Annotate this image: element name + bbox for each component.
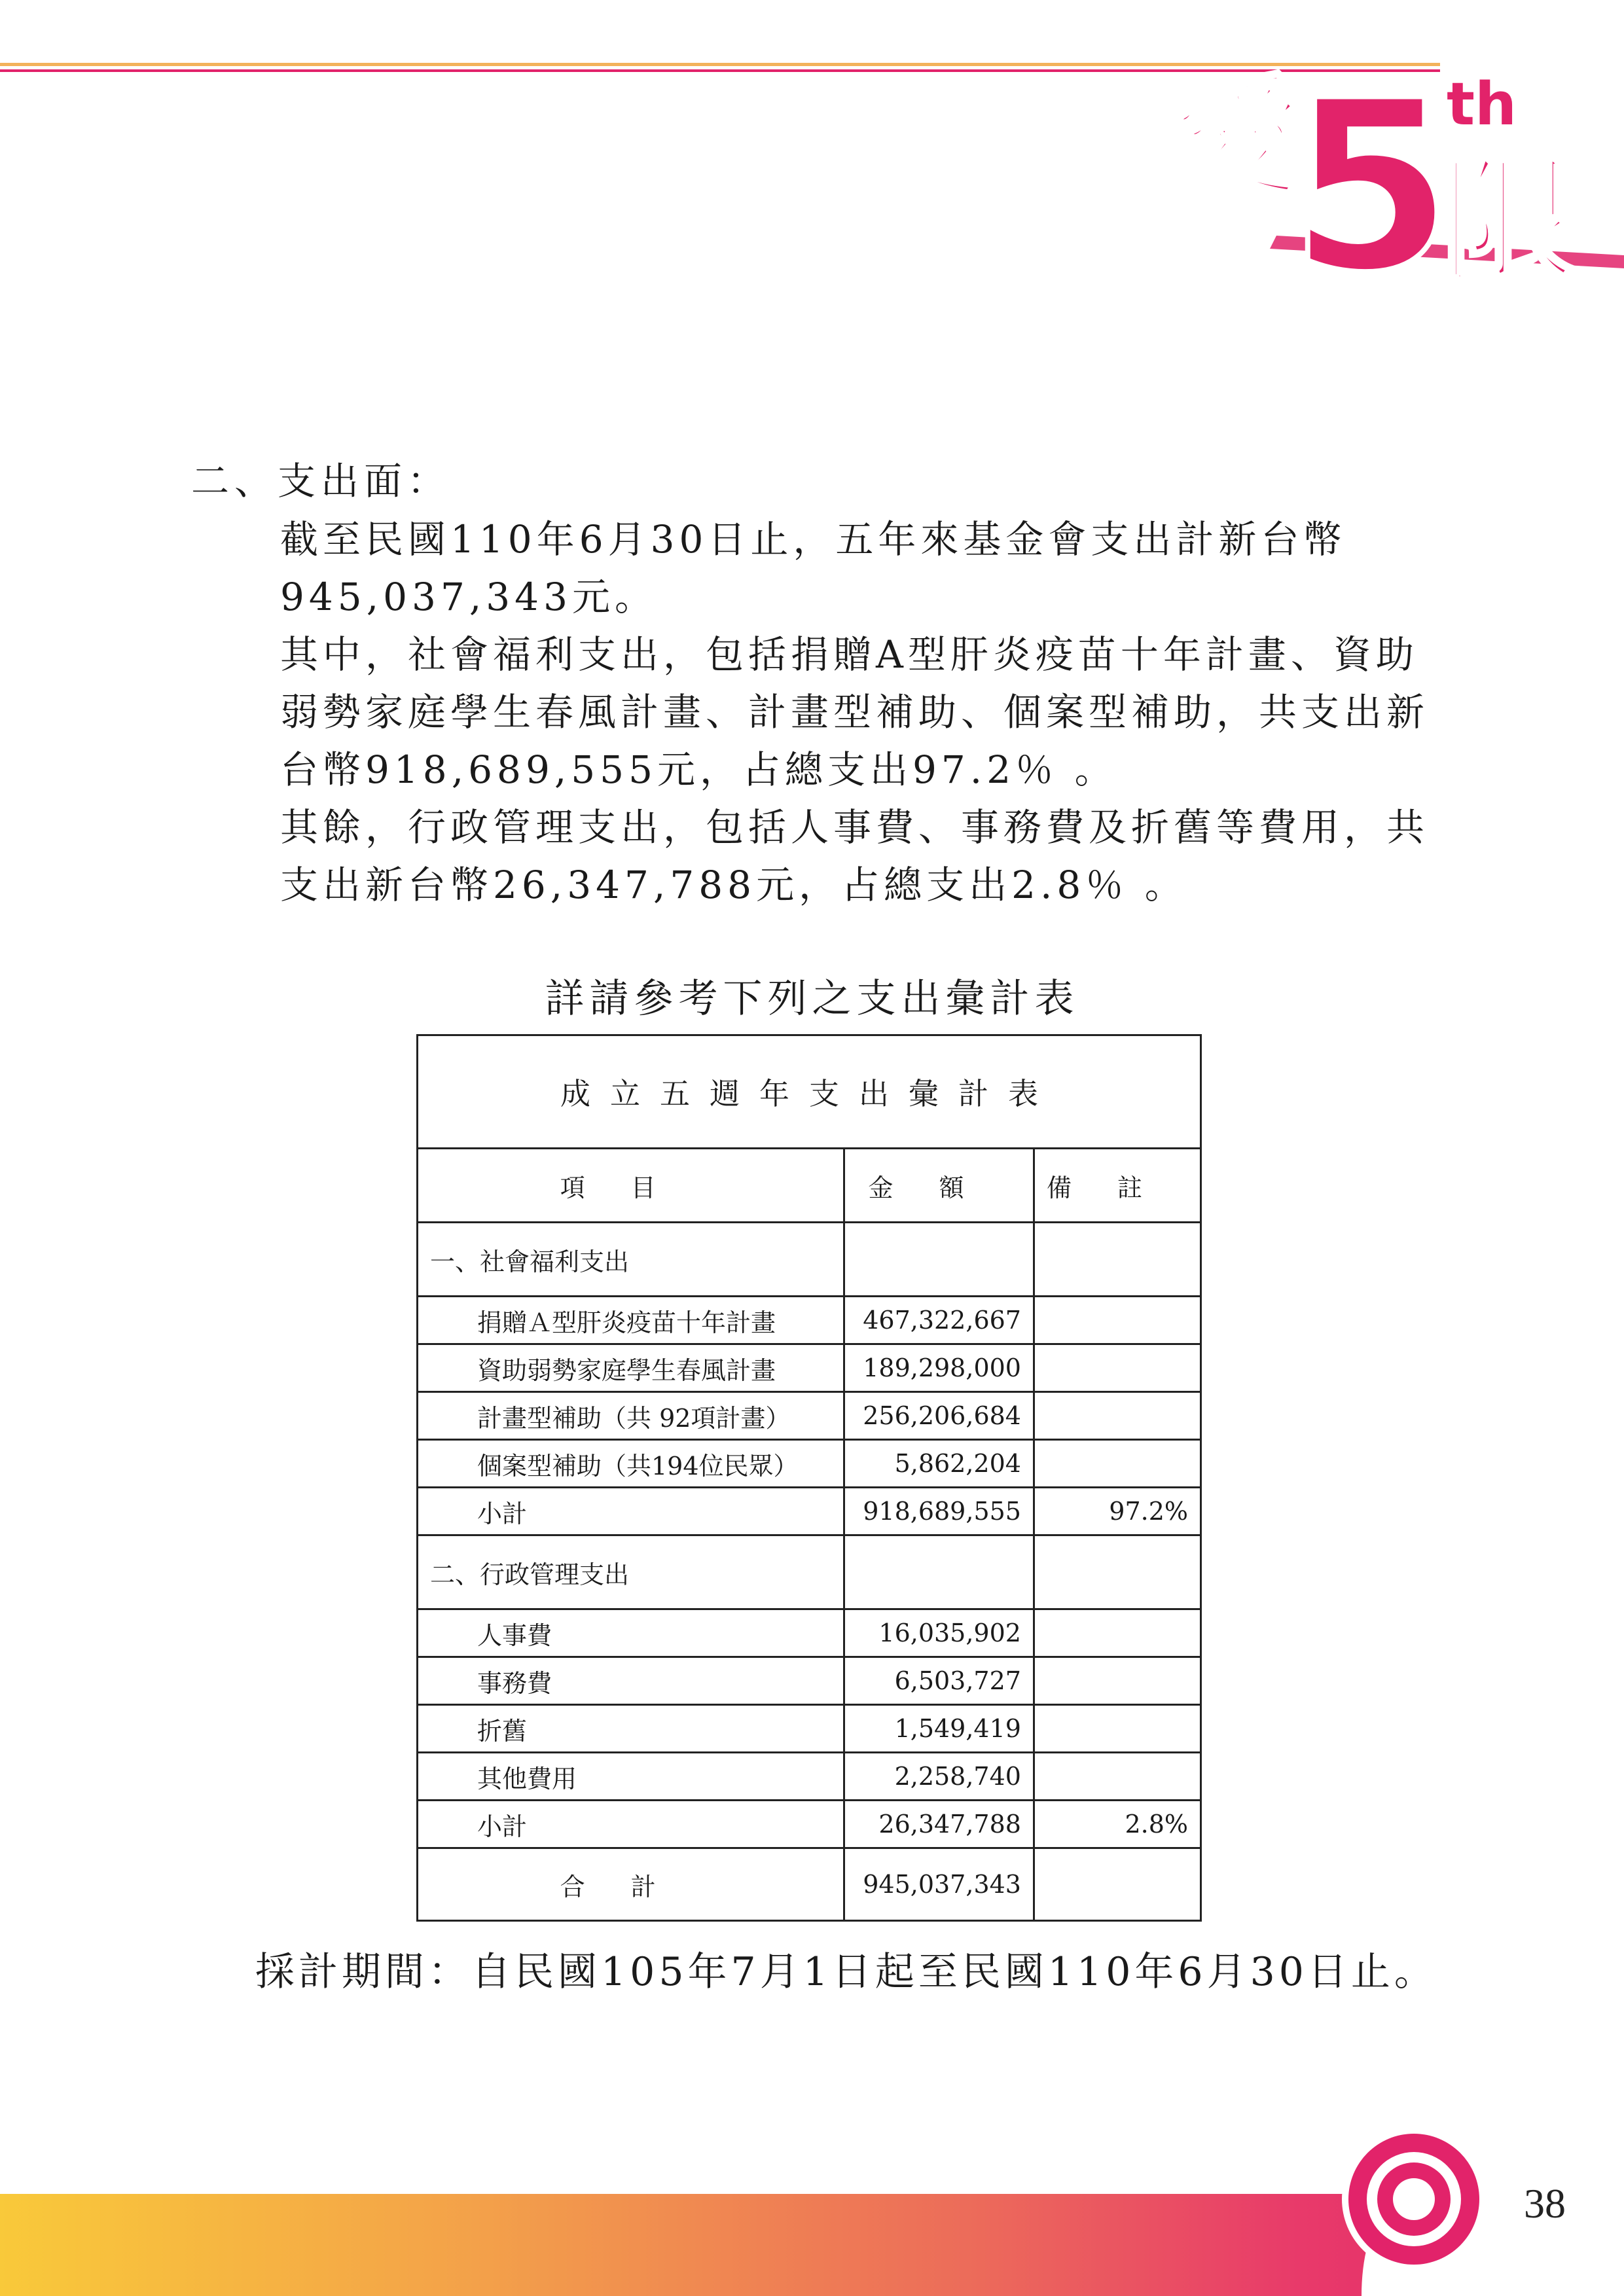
table-total-row (418, 1848, 1201, 1921)
total-label: 合計 (418, 1848, 844, 1921)
table-row (418, 1753, 1201, 1801)
table-row (418, 1609, 1201, 1657)
table-row (418, 1440, 1201, 1488)
row-item: 人事費 (418, 1609, 844, 1657)
row-note (1034, 1657, 1200, 1705)
row-amount: 918,689,555 (844, 1488, 1034, 1535)
row-note (1034, 1392, 1200, 1440)
section-label: 二、行政管理支出 (418, 1535, 844, 1609)
row-item: 個案型補助（共194位民眾） (418, 1440, 844, 1488)
header-amount: 金額 (844, 1149, 1034, 1223)
paragraph-admin: 其餘，行政管理支出，包括人事費、事務費及折舊等費用，共支出新台幣26,347,788元，占總支出2.8％ 。 (280, 805, 1430, 907)
row-amount: 6,503,727 (844, 1657, 1034, 1705)
page-number: 38 (1524, 2180, 1566, 2227)
row-note (1034, 1753, 1200, 1801)
row-item: 事務費 (418, 1657, 844, 1705)
row-amount: 16,035,902 (844, 1609, 1034, 1657)
row-amount: 467,322,667 (844, 1297, 1034, 1344)
logo-number: 5 (1290, 50, 1454, 295)
header-item: 項目 (418, 1149, 844, 1223)
row-amount: 189,298,000 (844, 1344, 1034, 1392)
row-item: 其他費用 (418, 1753, 844, 1801)
expense-table (416, 1034, 1202, 1922)
table-row (418, 1344, 1201, 1392)
row-item: 折舊 (418, 1705, 844, 1753)
total-amount: 945,037,343 (844, 1848, 1034, 1921)
table-section-row (418, 1223, 1201, 1297)
row-note: 2.8% (1034, 1801, 1200, 1848)
row-note (1034, 1297, 1200, 1344)
table-section-row (418, 1535, 1201, 1609)
logo-char-limit: 限 (1440, 141, 1578, 295)
table-title: 成立五週年支出彙計表 (418, 1035, 1201, 1149)
table-row (418, 1392, 1201, 1440)
row-note (1034, 1705, 1200, 1753)
row-item: 小計 (418, 1488, 844, 1535)
row-amount: 5,862,204 (844, 1440, 1034, 1488)
row-amount: 1,549,419 (844, 1705, 1034, 1753)
table-subtotal-row (418, 1801, 1201, 1848)
period-note: 採計期間：自民國105年7月1日起至民國110年6月30日止。 (255, 1949, 1437, 1995)
body-text (280, 511, 1432, 914)
table-header-row (418, 1149, 1201, 1223)
row-item: 小計 (418, 1801, 844, 1848)
table-caption: 詳請參考下列之支出彙計表 (545, 976, 1079, 1022)
row-note (1034, 1440, 1200, 1488)
logo-superscript: th (1447, 70, 1517, 139)
table-row (418, 1297, 1201, 1344)
anniversary-logo (1159, 46, 1624, 295)
row-item: 計畫型補助（共 92項計畫） (418, 1392, 844, 1440)
row-amount: 26,347,788 (844, 1801, 1034, 1848)
row-item: 捐贈Ａ型肝炎疫苗十年計畫 (418, 1297, 844, 1344)
paragraph-total: 截至民國110年6月30日止，五年來基金會支出計新台幣945,037,343元。 (280, 517, 1346, 619)
row-item: 資助弱勢家庭學生春風計畫 (418, 1344, 844, 1392)
table-row (418, 1657, 1201, 1705)
table-row (418, 1705, 1201, 1753)
header-note: 備註 (1034, 1149, 1200, 1223)
row-amount: 2,258,740 (844, 1753, 1034, 1801)
row-note: 97.2% (1034, 1488, 1200, 1535)
section-heading: 二、支出面： (191, 459, 451, 503)
table-subtotal-row (418, 1488, 1201, 1535)
row-note (1034, 1609, 1200, 1657)
row-amount: 256,206,684 (844, 1392, 1034, 1440)
section-label: 一、社會福利支出 (418, 1223, 844, 1297)
row-note (1034, 1344, 1200, 1392)
logo-char-love: 愛 (1172, 62, 1303, 215)
paragraph-welfare: 其中，社會福利支出，包括捐贈A型肝炎疫苗十年計畫、資助弱勢家庭學生春風計畫、計畫型補助、個案型補助，共支出新台幣918,689,555元，占總支出97.2％ 。 (280, 632, 1430, 792)
